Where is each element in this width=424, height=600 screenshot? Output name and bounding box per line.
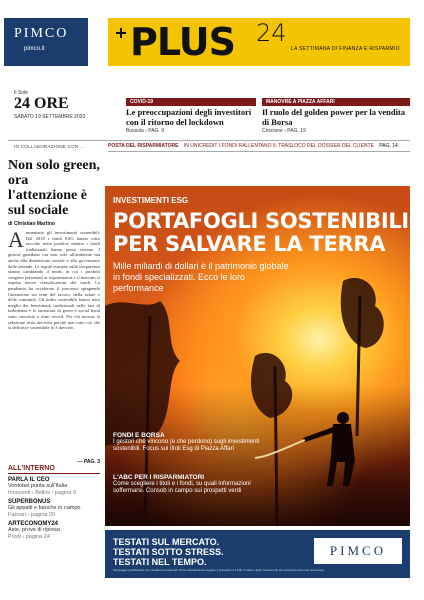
hero-box-1[interactable]	[113, 432, 333, 453]
masthead-title: PLUS	[130, 20, 235, 64]
ad-brand-logo: PIMCO	[314, 538, 402, 564]
pimco-ad[interactable]	[105, 530, 410, 578]
left-article-author: di Christian Martino	[8, 221, 55, 227]
inside-item[interactable]	[8, 499, 100, 518]
top-news-2-title: Il ruolo del golden power per la vendita di Borsa	[262, 107, 406, 127]
plus-cross-icon	[116, 28, 126, 38]
top-news-1-byline: Bussola › PAG. 9	[126, 128, 164, 134]
inside-by: Prodi › pagina 24	[8, 533, 50, 540]
top-news-1[interactable]	[126, 98, 256, 134]
left-article-title: Non solo green, ora l'attenzione è sul sociale	[8, 158, 100, 218]
posta-label: POSTA DEL RISPARMIATORE	[108, 143, 179, 149]
hero-eyebrow: INVESTIMENTI ESG	[113, 196, 189, 205]
posta-strip[interactable]	[108, 142, 410, 152]
left-article-text: umentano gli investimenti sostenibili. Dal 2018 i fondi ESG hanno visto raccolte nette positive mentre i fondi tradizionali hanno perso terreno. I gestori guardano ora non solo all'ambiente ma anche alla dimensione sociale e alla governance delle aziende. Le regole europee sulla trasparenza stanno cambiando il modo in cui i prodotti vengono presentati ai risparmiatori e il mercato si aspetta nuove classificazioni dei fondi. La pandemia ha accelerato il processo spingendo l'attenzione sui temi del lavoro, della salute e delle comunità. Gli indici sostenibili hanno retto meglio dei benchmark tradizionali nelle fasi di turbolenza e le emissioni di green e social bond sono cresciute a ritmi record. Per chi investe la selezione resta decisiva perché non tutto ciò che si definisce sostenibile lo è davvero.	[8, 230, 100, 331]
pimco-logo[interactable]	[4, 18, 88, 66]
top-news-2-section: MANOVRE A PIAZZA AFFARI	[262, 98, 410, 106]
inside-kicker: ARTECONOMY24	[8, 521, 59, 527]
hero-photo[interactable]	[105, 186, 410, 526]
hero-headline-line-2: PER SALVARE LA TERRA	[113, 232, 386, 256]
divider	[8, 140, 410, 141]
top-news-2-byline: Criscione › PAG. 19	[262, 128, 306, 134]
hero-box-2[interactable]	[113, 474, 333, 495]
hero-box-2-kicker: L'ABC PER I RISPARMIATORI	[113, 474, 205, 481]
inside-item[interactable]	[8, 477, 100, 496]
top-news-2[interactable]	[262, 98, 410, 134]
ad-line-3: TESTATI NEL TEMPO.	[113, 557, 207, 567]
plus24-masthead	[108, 18, 410, 66]
left-article-body	[8, 230, 100, 458]
hero-headline-line-1: PORTAFOGLI SOSTENIBILI	[113, 209, 409, 233]
masthead-number: 24	[256, 19, 287, 47]
hero-box-1-text: I gestori che vincono (e che perdono) sugli investimenti sostenibili. Focus sui titoli Esg di Piazza Affari	[113, 439, 260, 452]
dropcap: A	[8, 230, 24, 252]
top-news-1-title: Le preoccupazioni degli investitori con il ritorno del lockdown	[126, 107, 252, 127]
inside-by: Fazzari › pagina 20	[8, 511, 56, 518]
inside-item[interactable]	[8, 521, 100, 540]
inside-text: Aste, prove di ripresa	[8, 527, 60, 533]
posta-page: PAG. 14	[379, 143, 398, 149]
hero-box-1-kicker: FONDI E BORSA	[113, 432, 165, 439]
posta-text: IN UNICREDIT I FONDI RALLENTANO IL TRASLOCO DEL DOSSIER DEL CLIENTE	[183, 143, 374, 149]
inside-kicker: SUPERBONUS	[8, 499, 51, 505]
newspaper-logo	[14, 90, 94, 120]
pimco-wordmark: PIMCO	[14, 26, 69, 41]
inside-title: ALL'INTERNO	[8, 465, 100, 474]
inside-kicker: PARLA IL CEO	[8, 477, 50, 483]
ad-line-2: TESTATI SOTTO STRESS.	[113, 547, 224, 557]
newspaper-name: 24 ORE	[14, 95, 69, 112]
hero-box-2-text: Come scegliere i titoli e i fondi, su quali informazioni soffermarsi. Consob in campo sui prospetti verdi	[113, 481, 251, 494]
inside-by: Innocenti › Bellini › pagina 9	[8, 489, 76, 496]
newspaper-pre: Il Sole	[14, 90, 28, 96]
ad-line-1: TESTATI SUL MERCATO.	[113, 537, 220, 547]
left-article[interactable]	[8, 158, 100, 465]
hero-lede: Mille miliardi di dollari è il patrimonio globale in fondi specializzati. Ecco le loro performance	[113, 261, 289, 293]
inside-text: Vontobel punta sull'Italia	[8, 483, 68, 489]
top-news-1-section: COVID-19	[126, 98, 256, 106]
masthead-subtitle: LA SETTIMANA DI FINANZA E RISPARMIO	[291, 46, 400, 52]
inside-text: Gli appalti e banche in campo	[8, 505, 81, 511]
inside-box	[8, 465, 100, 540]
hero-headline	[113, 210, 409, 256]
collab-strip: IN COLLABORAZIONE CON ...	[14, 144, 85, 149]
ad-fineprint: Messaggio pubblicitario con finalità promozionali. Prima dell'adesione leggere il prospetto e il KID. Il valore degli investimenti può diminuire oltre che aumentare.	[113, 568, 326, 572]
issue-date: SABATO 19 SETTEMBRE 2020	[14, 114, 86, 120]
left-article-more: — PAG. 3	[77, 459, 100, 465]
pimco-url: pimco.it	[24, 46, 45, 52]
ad-lines	[113, 537, 224, 567]
